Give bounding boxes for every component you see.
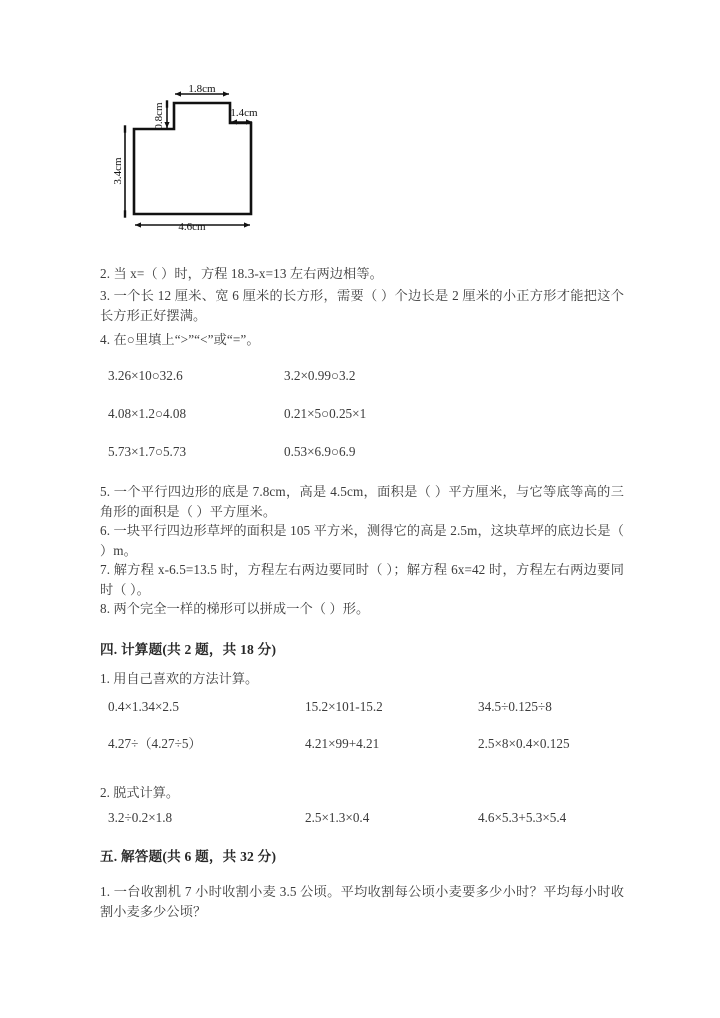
svg-text:3.4cm: 3.4cm — [112, 157, 124, 185]
comparison-left: 5.73×1.7○5.73 — [108, 444, 187, 459]
question-4: 4. 在○里填上“>”“<”或“=”。 — [100, 332, 260, 347]
calculation-item: 4.6×5.3+5.3×5.4 — [478, 810, 567, 825]
svg-text:4.6cm: 4.6cm — [178, 221, 206, 233]
question-8: 8. 两个完全一样的梯形可以拼成一个（ ）形。 — [100, 601, 370, 616]
section-four-heading: 四. 计算题(共 2 题，共 18 分) — [100, 642, 277, 657]
svg-text:1.4cm: 1.4cm — [230, 107, 258, 119]
calculation-item: 3.2÷0.2×1.8 — [108, 810, 173, 825]
comparison-right: 3.2×0.99○3.2 — [284, 368, 356, 383]
calculation-item: 15.2×101-15.2 — [305, 699, 383, 714]
question-7: 7. 解方程 x-6.5=13.5 时，方程左右两边要同时（ ）；解方程 6x=42 时，方程左右两边要同时（ ）。 — [100, 562, 624, 597]
svg-text:1.8cm: 1.8cm — [188, 83, 216, 95]
comparison-right: 0.53×6.9○6.9 — [284, 444, 356, 459]
section-five-heading: 五. 解答题(共 6 题，共 32 分) — [100, 849, 277, 864]
comparison-right: 0.21×5○0.25×1 — [284, 406, 367, 421]
question-5: 5. 一个平行四边形的底是 7.8cm，高是 4.5cm，面积是（ ）平方厘米，与它等底等高的三角形的面积是（ ）平方厘米。 — [100, 484, 624, 519]
calculation-item: 4.27÷（4.27÷5） — [108, 736, 202, 751]
comparison-left: 3.26×10○32.6 — [108, 368, 183, 383]
calculation-item: 0.4×1.34×2.5 — [108, 699, 179, 714]
calculation-item: 4.21×99+4.21 — [305, 736, 380, 751]
question-3: 3. 一个长 12 厘米、宽 6 厘米的长方形，需要（ ）个边长是 2 厘米的小正方形才能把这个长方形正好摆满。 — [100, 288, 624, 323]
calculation-item: 2.5×8×0.4×0.125 — [478, 736, 570, 751]
calculation-item: 34.5÷0.125÷8 — [478, 699, 552, 714]
question-6: 6. 一块平行四边形草坪的面积是 105 平方米，测得它的高是 2.5m，这块草坪的底边长是（ ）m。 — [100, 523, 624, 558]
section-five-question-1: 1. 一台收割机 7 小时收割小麦 3.5 公顷。平均收割每公顷小麦要多少小时？平均每小时收割小麦多少公顷？ — [100, 884, 624, 919]
section-four-sub2: 2. 脱式计算。 — [100, 785, 180, 800]
section-four-sub1: 1. 用自己喜欢的方法计算。 — [100, 671, 259, 686]
comparison-left: 4.08×1.2○4.08 — [108, 406, 187, 421]
composite-rectangle-figure — [112, 78, 312, 238]
question-2: 2. 当 x=（ ）时，方程 18.3-x=13 左右两边相等。 — [100, 266, 383, 281]
calculation-item: 2.5×1.3×0.4 — [305, 810, 370, 825]
svg-text:0.8cm: 0.8cm — [153, 102, 165, 130]
